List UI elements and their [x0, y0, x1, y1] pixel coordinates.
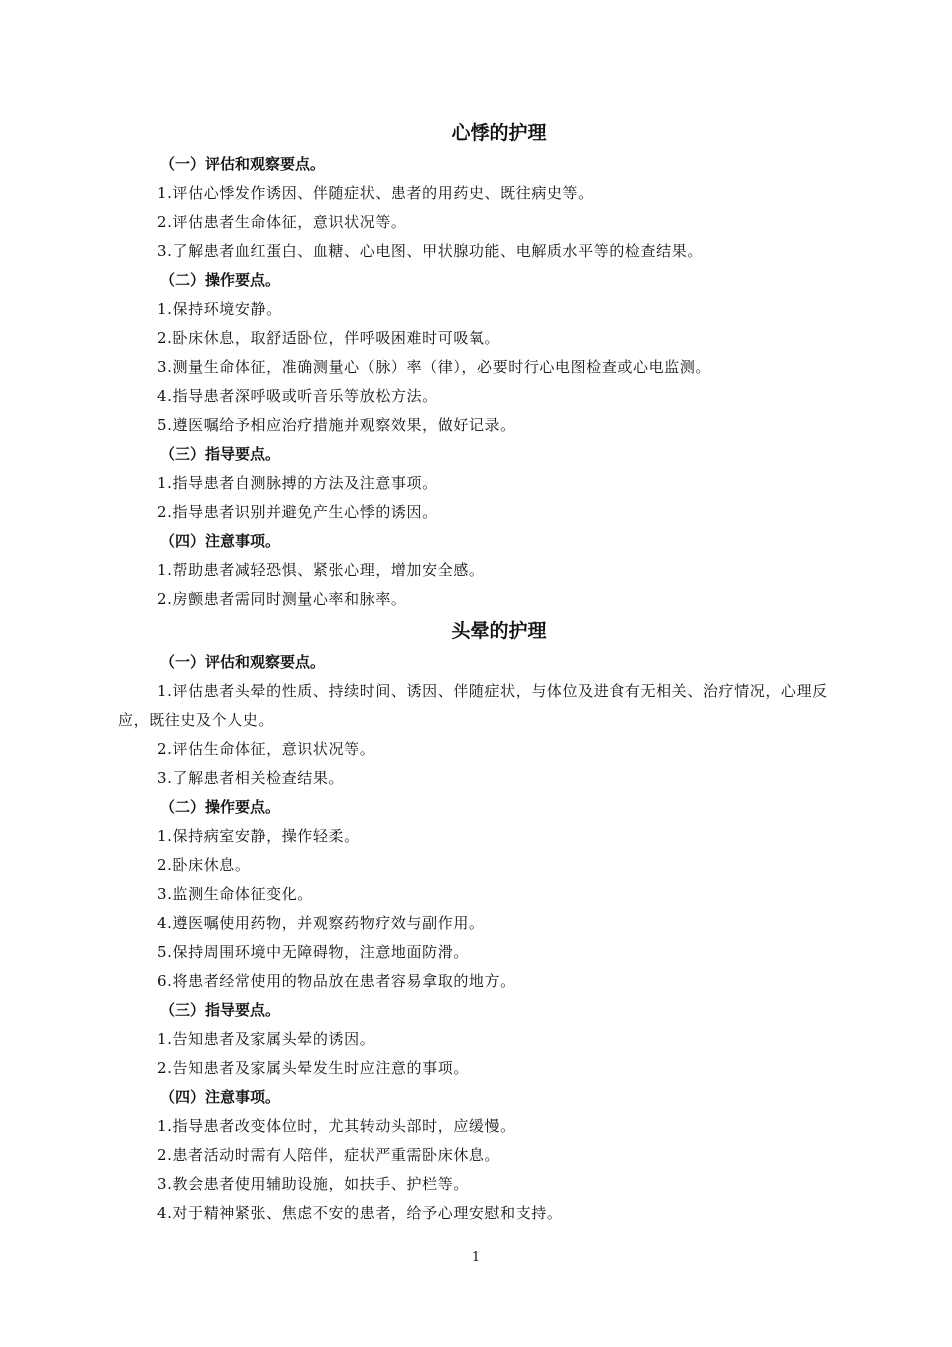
list-item: 3.教会患者使用辅助设施，如扶手、护栏等。 — [157, 1175, 469, 1193]
list-item: 2.卧床休息。 — [157, 856, 251, 874]
section-heading: （二）操作要点。 — [160, 798, 281, 816]
section-assessment — [118, 150, 838, 266]
list-item: 5.保持周围环境中无障碍物，注意地面防滑。 — [157, 943, 469, 961]
list-item: 2.患者活动时需有人陪伴，症状严重需卧床休息。 — [157, 1146, 501, 1164]
section-heading: （四）注意事项。 — [160, 532, 281, 550]
list-item: 2.评估患者生命体征，意识状况等。 — [157, 213, 407, 231]
list-item: 1.保持病室安静，操作轻柔。 — [157, 827, 360, 845]
section-operation — [118, 266, 838, 440]
list-item: 2.房颤患者需同时测量心率和脉率。 — [157, 590, 407, 608]
list-item: 4.遵医嘱使用药物，并观察药物疗效与副作用。 — [157, 914, 485, 932]
document-body — [118, 116, 838, 1228]
article-dizziness — [118, 614, 838, 1228]
list-item: 1.评估患者头晕的性质、持续时间、诱因、伴随症状，与体位及进食有无相关、治疗情况，心理反应，既往史及个人史。 — [118, 682, 828, 729]
article-palpitation — [118, 116, 838, 614]
list-item: 1.评估心悸发作诱因、伴随症状、患者的用药史、既往病史等。 — [157, 184, 594, 202]
list-item: 2.卧床休息，取舒适卧位，伴呼吸困难时可吸氧。 — [157, 329, 501, 347]
list-item: 1.指导患者改变体位时，尤其转动头部时，应缓慢。 — [157, 1117, 516, 1135]
section-heading: （一）评估和观察要点。 — [160, 653, 326, 671]
section-assessment — [118, 648, 838, 793]
article-title: 头晕的护理 — [451, 620, 547, 642]
list-item: 2.指导患者识别并避免产生心悸的诱因。 — [157, 503, 438, 521]
list-item: 3.了解患者血红蛋白、血糖、心电图、甲状腺功能、电解质水平等的检查结果。 — [157, 242, 703, 260]
list-item: 4.对于精神紧张、焦虑不安的患者，给予心理安慰和支持。 — [157, 1204, 563, 1222]
section-guidance — [118, 996, 838, 1083]
section-precautions — [118, 527, 838, 614]
section-precautions — [118, 1083, 838, 1228]
list-item: 3.测量生命体征，准确测量心（脉）率（律），必要时行心电图检查或心电监测。 — [157, 358, 712, 376]
list-item: 1.告知患者及家属头晕的诱因。 — [157, 1030, 376, 1048]
article-title: 心悸的护理 — [451, 122, 547, 144]
list-item: 3.监测生命体征变化。 — [157, 885, 313, 903]
list-item: 5.遵医嘱给予相应治疗措施并观察效果，做好记录。 — [157, 416, 516, 434]
list-item: 6.将患者经常使用的物品放在患者容易拿取的地方。 — [157, 972, 516, 990]
section-guidance — [118, 440, 838, 527]
list-item: 2.告知患者及家属头晕发生时应注意的事项。 — [157, 1059, 469, 1077]
section-heading: （三）指导要点。 — [160, 1001, 281, 1019]
list-item: 4.指导患者深呼吸或听音乐等放松方法。 — [157, 387, 438, 405]
section-operation — [118, 793, 838, 996]
list-item: 1.帮助患者减轻恐惧、紧张心理，增加安全感。 — [157, 561, 485, 579]
list-item: 1.指导患者自测脉搏的方法及注意事项。 — [157, 474, 438, 492]
list-item: 3.了解患者相关检查结果。 — [157, 769, 345, 787]
list-item: 2.评估生命体征，意识状况等。 — [157, 740, 376, 758]
list-item: 1.保持环境安静。 — [157, 300, 282, 318]
section-heading: （一）评估和观察要点。 — [160, 155, 326, 173]
section-heading: （二）操作要点。 — [160, 271, 281, 289]
section-heading: （三）指导要点。 — [160, 445, 281, 463]
section-heading: （四）注意事项。 — [160, 1088, 281, 1106]
page-number: 1 — [471, 1250, 481, 1265]
